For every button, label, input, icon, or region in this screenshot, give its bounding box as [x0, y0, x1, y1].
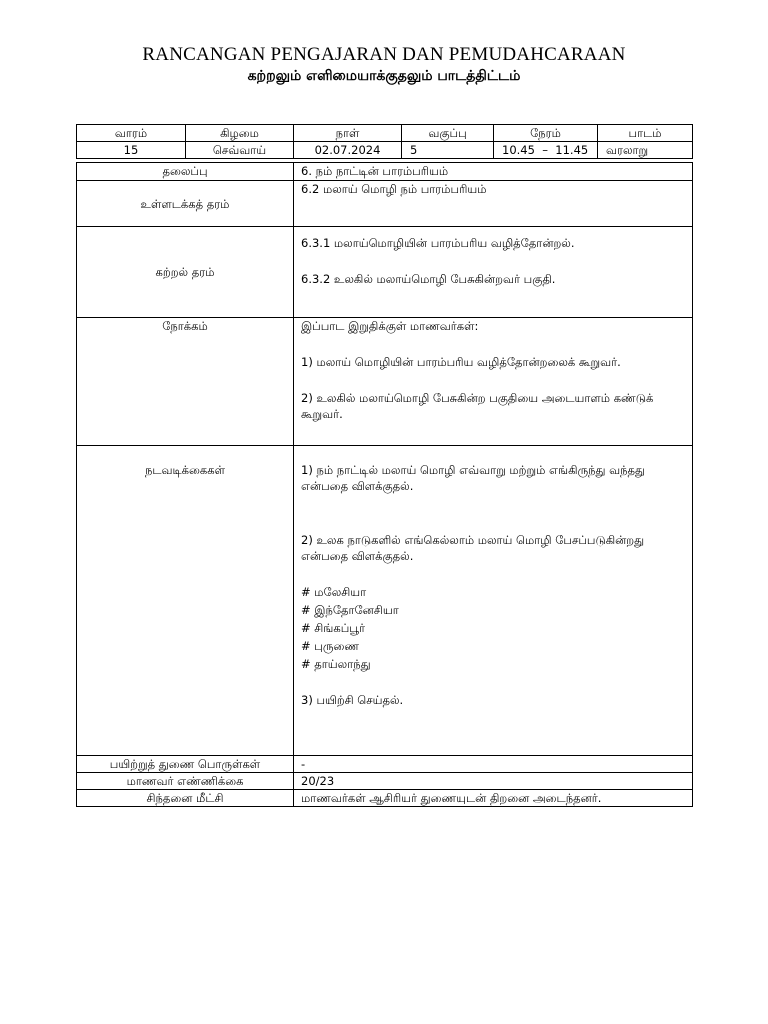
header-labels-row	[77, 125, 693, 142]
topic-value: 6. நம் நாட்டின் பாரம்பரியம்	[294, 163, 693, 181]
activities-row	[77, 446, 693, 756]
aids-row	[77, 756, 693, 773]
student-count-value: 20/23	[294, 773, 693, 790]
learning-standard-cell	[294, 227, 693, 318]
header-date-label: நாள்	[294, 125, 402, 142]
reflection-value: மாணவர்கள் ஆசிரியர் துணையுடன் திறனை அடைந்தனர்.	[294, 790, 693, 807]
content-standard-row	[77, 181, 693, 227]
activity-step-1: 1) நம் நாட்டில் மலாய் மொழி எவ்வாறு மற்றும் எங்கிருந்து வந்தது என்பதை விளக்குதல்.	[301, 463, 646, 493]
learning-standard-item: 6.3.1 மலாய்மொழியின் பாரம்பரிய வழித்தோன்றல்.	[301, 236, 575, 250]
objective-cell	[294, 318, 693, 446]
topic-row	[77, 163, 693, 181]
learning-standard-label: கற்றல் தரம்	[77, 227, 294, 318]
country-item-thailand: # தாய்லாந்து	[301, 657, 371, 671]
country-item-brunei: # புருணை	[301, 639, 360, 653]
document-subtitle: கற்றலும் எளிமையாக்குதலும் பாடத்திட்டம்	[247, 68, 521, 84]
subject-value: வரலாறு	[598, 142, 693, 159]
topic-label: தலைப்பு	[77, 163, 294, 181]
document-title: RANCANGAN PENGAJARAN DAN PEMUDAHCARAAN	[142, 44, 626, 65]
time-value: 10.45 – 11.45	[494, 142, 598, 159]
objective-item: 2) உலகில் மலாய்மொழி பேசுகின்ற பகுதியை அடையாளம் கண்டுக் கூறுவர்.	[301, 391, 654, 421]
day-value: செவ்வாய்	[186, 142, 294, 159]
student-count-label: மாணவர் எண்ணிக்கை	[77, 773, 294, 790]
header-week-label: வாரம்	[77, 125, 186, 142]
aids-value: -	[294, 756, 693, 773]
objective-item: 1) மலாய் மொழியின் பாரம்பரிய வழித்தோன்றலைக் கூறுவர்.	[301, 355, 621, 369]
country-item-malaysia: # மலேசியா	[301, 585, 367, 599]
activity-step-3: 3) பயிற்சி செய்தல்.	[301, 693, 404, 707]
content-standard-label: உள்ளடக்கத் தரம்	[77, 181, 294, 227]
objective-intro: இப்பாட இறுதிக்குள் மாணவர்கள்:	[301, 319, 479, 333]
objective-row	[77, 318, 693, 446]
activity-step-2: 2) உலக நாடுகளில் எங்கெல்லாம் மலாய் மொழி பேசப்படுகின்றது என்பதை விளக்குதல்.	[301, 533, 645, 563]
lesson-plan-table	[76, 162, 693, 807]
header-class-label: வகுப்பு	[402, 125, 494, 142]
content-standard-value: 6.2 மலாய் மொழி நம் பாரம்பரியம்	[294, 181, 693, 227]
country-item-singapore: # சிங்கப்பூர்	[301, 621, 366, 635]
header-subject-label: பாடம்	[598, 125, 693, 142]
objective-label: நோக்கம்	[77, 318, 294, 446]
activities-label: நடவடிக்கைகள்	[77, 446, 294, 756]
country-item-indonesia: # இந்தோனேசியா	[301, 603, 399, 617]
header-table	[76, 124, 693, 159]
reflection-row	[77, 790, 693, 807]
learning-standard-item: 6.3.2 உலகில் மலாய்மொழி பேசுகின்றவர் பகுதி.	[301, 272, 556, 286]
header-time-label: நேரம்	[494, 125, 598, 142]
activities-cell	[294, 446, 693, 756]
class-value: 5	[402, 142, 494, 159]
reflection-label: சிந்தனை மீட்சி	[77, 790, 294, 807]
week-value: 15	[77, 142, 186, 159]
header-day-label: கிழமை	[186, 125, 294, 142]
learning-standard-row	[77, 227, 693, 318]
header-values-row	[77, 142, 693, 159]
date-value: 02.07.2024	[294, 142, 402, 159]
aids-label: பயிற்றுத் துணை பொருள்கள்	[77, 756, 294, 773]
student-count-row	[77, 773, 693, 790]
